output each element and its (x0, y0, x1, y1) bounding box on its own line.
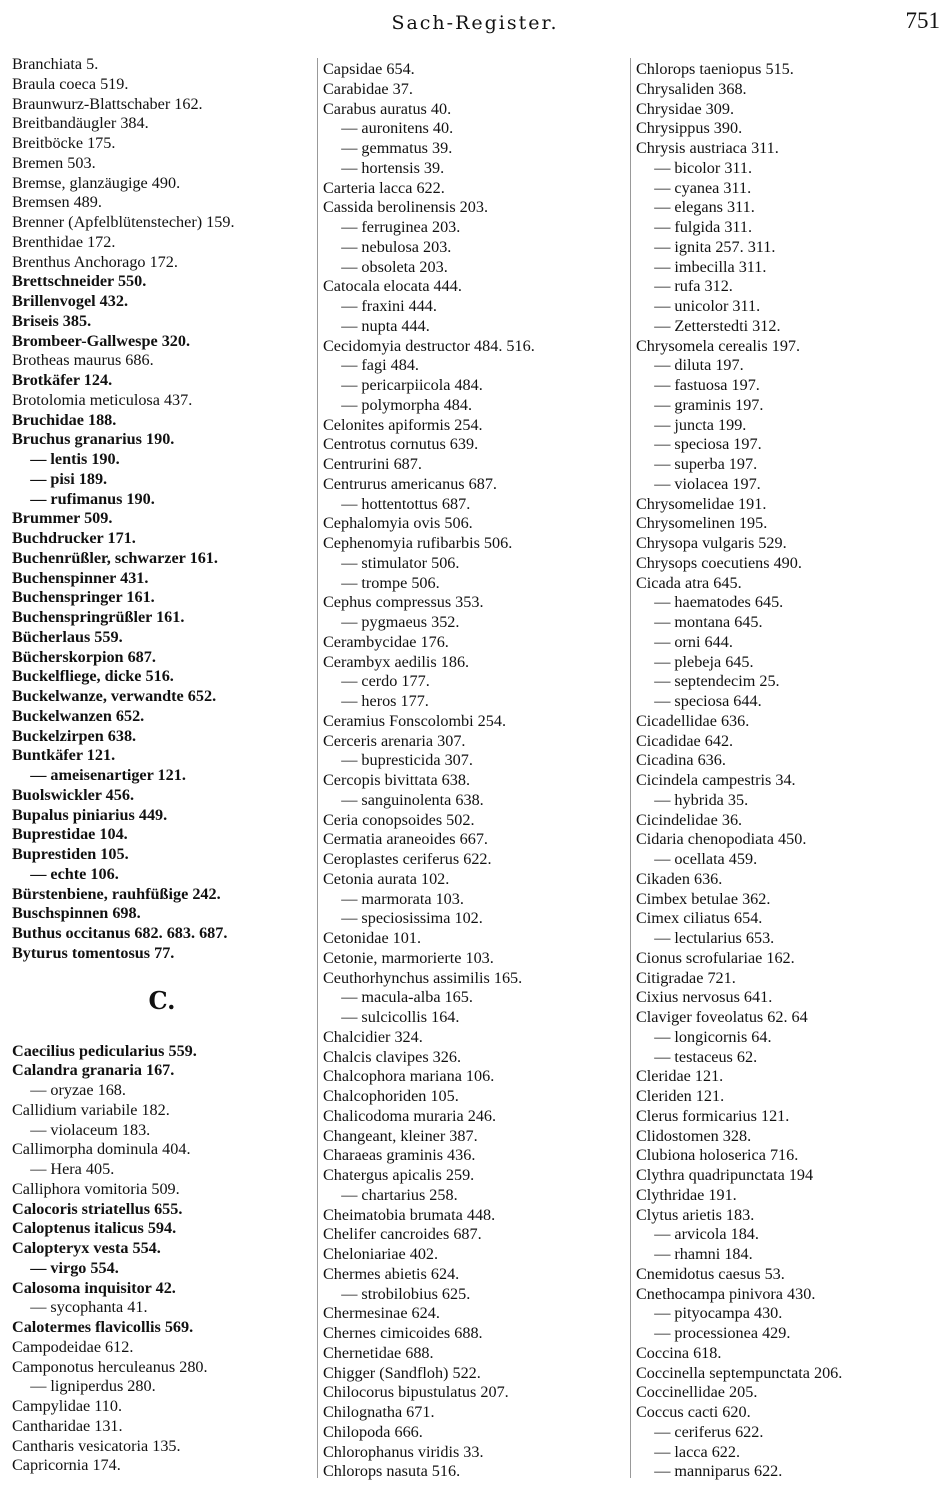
index-entry: Cerceris arenaria 307. (323, 731, 466, 750)
index-entry: Cetonia aurata 102. (323, 869, 450, 888)
index-entry: — pygmaeus 352. (325, 613, 460, 631)
column-divider (317, 58, 318, 1478)
index-entry: — processionea 429. (638, 1324, 791, 1342)
index-entry: — orni 644. (638, 632, 733, 651)
index-entry: — manniparus 622. (638, 1462, 783, 1481)
index-entry: — diluta 197. (638, 356, 744, 375)
index-entry: Bücherlaus 559. (12, 627, 123, 646)
index-entry: Clidostomen 328. (636, 1126, 752, 1145)
index-entry: Cercopis bivittata 638. (323, 771, 471, 789)
index-entry: Chelifer cancroides 687. (323, 1225, 482, 1244)
index-entry: Ceroplastes ceriferus 622. (323, 850, 492, 868)
index-entry: Cerambycidae 176. (323, 632, 449, 651)
index-entry: Coccina 618. (636, 1343, 722, 1362)
index-entry: Cicindela campestris 34. (636, 771, 796, 789)
index-entry: Chrysaliden 368. (636, 79, 747, 98)
running-head: Sach-Register. (391, 12, 559, 34)
index-entry: Calliphora vomitoria 509. (12, 1179, 180, 1198)
index-entry: — oryzae 168. (14, 1081, 126, 1099)
index-entry: Camponotus herculeanus 280. (12, 1357, 208, 1376)
index-entry: — bupresticida 307. (325, 751, 473, 770)
index-entry: Bupalus piniarius 449. (12, 805, 168, 824)
index-entry: — superba 197. (638, 455, 758, 473)
index-entry: Buolswickler 456. (12, 785, 135, 804)
index-entry: Capricornia 174. (12, 1456, 121, 1475)
index-entry: Buchenspringrüßler 161. (12, 608, 185, 626)
index-entry: Cleriden 121. (636, 1087, 725, 1105)
index-entry: Calandra granaria 167. (12, 1061, 175, 1080)
index-entry: Clythra quadripunctata 194 (636, 1166, 814, 1184)
index-entry: — fagi 484. (325, 356, 419, 375)
index-entry: Callimorpha dominula 404. (12, 1140, 191, 1159)
index-entry: — rufa 312. (638, 277, 733, 296)
index-entry: Cermatia araneoides 667. (323, 830, 488, 849)
index-entry: Bücherskorpion 687. (12, 647, 156, 666)
index-entry: — haematodes 645. (638, 593, 784, 612)
index-entry: — ligniperdus 280. (14, 1377, 156, 1396)
index-entry: Chalcidier 324. (323, 1027, 423, 1046)
index-entry: Brenthidae 172. (12, 232, 116, 251)
index-column-1 (12, 55, 312, 1476)
index-entry: Buckelwanzen 652. (12, 706, 145, 725)
index-entry: Cassida berolinensis 203. (323, 198, 489, 217)
index-entry: — speciosissima 102. (325, 909, 483, 928)
index-entry: — virgo 554. (14, 1258, 119, 1277)
index-entry: Brillenvogel 432. (12, 292, 128, 310)
index-entry: Centrotus cornutus 639. (323, 435, 479, 454)
index-entry: Clubiona holoserica 716. (636, 1146, 799, 1165)
index-entry: Cicadidae 642. (636, 731, 734, 750)
index-entry: — macula-alba 165. (325, 988, 473, 1007)
index-entry: Cidaria chenopodiata 450. (636, 830, 807, 849)
index-entry: — speciosa 197. (638, 435, 762, 454)
index-entry: — pityocampa 430. (638, 1304, 783, 1323)
index-entry: — septendecim 25. (638, 672, 780, 691)
index-entry: Bruchidae 188. (12, 410, 117, 429)
index-entry: — hortensis 39. (325, 158, 445, 177)
index-entry: — Zetterstedti 312. (638, 316, 781, 335)
index-entry: Cecidomyia destructor 484. 516. (323, 336, 535, 355)
index-entry: Cantharidae 131. (12, 1416, 123, 1435)
index-entry: Carabidae 37. (323, 79, 413, 98)
index-entry: Calosoma inquisitor 42. (12, 1278, 176, 1297)
index-entry: — obsoleta 203. (325, 257, 448, 276)
index-entry: Chilocorus bipustulatus 207. (323, 1383, 509, 1402)
index-entry: Calocoris striatellus 655. (12, 1199, 183, 1218)
index-entry: — graminis 197. (638, 395, 764, 414)
index-entry: Cantharis vesicatoria 135. (12, 1436, 181, 1455)
index-list-c (12, 1042, 312, 1477)
index-entry: Celonites apiformis 254. (323, 415, 483, 434)
index-entry: — rufimanus 190. (14, 489, 155, 508)
index-entry: Cimbex betulae 362. (636, 889, 771, 908)
index-entry: — hybrida 35. (638, 790, 749, 809)
index-entry: Chrysops coecutiens 490. (636, 553, 802, 572)
index-entry: Braula coeca 519. (12, 74, 129, 93)
index-entry: — fraxini 444. (325, 297, 437, 315)
index-entry: Cionus scrofulariae 162. (636, 948, 795, 967)
index-entry: Cheimatobia brumata 448. (323, 1205, 496, 1224)
index-entry: Cetonie, marmorierte 103. (323, 948, 494, 967)
index-entry: — bicolor 311. (638, 158, 753, 177)
index-entry: Chlorophanus viridis 33. (323, 1442, 484, 1461)
index-entry: Bruchus granarius 190. (12, 430, 175, 449)
index-entry: Buthus occitanus 682. 683. 687. (12, 924, 228, 942)
index-entry: — Hera 405. (14, 1160, 115, 1178)
index-entry: Buchenspinner 431. (12, 568, 149, 587)
index-entry: — hottentottus 687. (325, 494, 471, 513)
index-entry: Charaeas graminis 436. (323, 1146, 476, 1165)
index-entry: — testaceus 62. (638, 1047, 758, 1066)
index-entry: — sanguinolenta 638. (325, 790, 484, 809)
index-entry: Buchenspringer 161. (12, 588, 155, 607)
index-entry: Buckelfliege, dicke 516. (12, 667, 174, 686)
index-entry: Bremse, glanzäugige 490. (12, 173, 181, 192)
index-entry: Clythridae 191. (636, 1185, 737, 1204)
index-entry: — chartarius 258. (325, 1185, 458, 1204)
index-entry: Byturus tomentosus 77. (12, 943, 175, 962)
index-entry: — imbecilla 311. (638, 257, 767, 276)
index-entry: Chlorops nasuta 516. (323, 1462, 461, 1481)
index-entry: — fulgida 311. (638, 218, 753, 236)
index-entry: Buchenrüßler, schwarzer 161. (12, 548, 218, 567)
index-entry: — gemmatus 39. (325, 139, 453, 157)
index-entry: Coccus cacti 620. (636, 1403, 751, 1421)
index-entry: — rhamni 184. (638, 1245, 753, 1263)
index-entry: Cheloniariae 402. (323, 1245, 439, 1263)
index-entry: — trompe 506. (325, 573, 440, 592)
section-letter-c: C. (148, 985, 176, 1015)
index-entry: — strobilobius 625. (325, 1284, 471, 1303)
index-entry: — ameisenartiger 121. (14, 766, 186, 784)
index-entry: Bremen 503. (12, 153, 96, 172)
index-entry: Centrurini 687. (323, 455, 422, 473)
index-entry: Chrysomelidae 191. (636, 494, 767, 513)
index-entry: — lacca 622. (638, 1442, 741, 1461)
index-column-2 (323, 60, 623, 1482)
index-entry: — plebeja 645. (638, 652, 754, 671)
index-entry: Buntkäfer 121. (12, 746, 116, 765)
index-entry: — sycophanta 41. (14, 1298, 148, 1317)
index-entry: Brenthus Anchorago 172. (12, 252, 178, 271)
index-entry: Cephalomyia ovis 506. (323, 514, 473, 533)
index-entry: Ceria conopsoides 502. (323, 810, 475, 829)
index-entry: Cicada atra 645. (636, 573, 742, 592)
index-entry: Claviger foveolatus 62. 64 (636, 1008, 808, 1026)
index-entry: Campodeidae 612. (12, 1337, 134, 1356)
index-column-3 (636, 60, 946, 1482)
index-entry: — sulcicollis 164. (325, 1008, 460, 1026)
index-entry: — juncta 199. (638, 415, 747, 434)
index-entry: Chigger (Sandfloh) 522. (323, 1363, 481, 1382)
index-entry: Chermes abietis 624. (323, 1264, 460, 1283)
index-entry: Bürstenbiene, rauhfüßige 242. (12, 884, 221, 903)
index-entry: Chalcis clavipes 326. (323, 1047, 462, 1066)
index-entry: Chrysidae 309. (636, 99, 735, 118)
index-entry: Cleridae 121. (636, 1067, 724, 1086)
index-entry: Changeant, kleiner 387. (323, 1126, 478, 1145)
index-entry: Bremsen 489. (12, 193, 102, 212)
index-entry: Cimex ciliatus 654. (636, 909, 763, 928)
index-entry: Brenner (Apfelblütenstecher) 159. (12, 213, 235, 231)
index-entry: Chatergus apicalis 259. (323, 1166, 475, 1184)
index-entry: — arvicola 184. (638, 1225, 759, 1244)
index-entry: Cicadina 636. (636, 751, 726, 770)
index-entry: Chilopoda 666. (323, 1422, 423, 1441)
index-entry: Chalcophoriden 105. (323, 1087, 459, 1105)
index-entry: Buprestidae 104. (12, 825, 128, 844)
index-entry: Cikaden 636. (636, 869, 723, 888)
index-entry: Breitbandäugler 384. (12, 114, 149, 133)
index-entry: — violacea 197. (638, 474, 761, 493)
index-entry: — ignita 257. 311. (638, 237, 776, 256)
index-entry: — lentis 190. (14, 450, 120, 468)
index-entry: — ocellata 459. (638, 850, 758, 868)
index-entry: — cerdo 177. (325, 672, 430, 691)
index-entry: Buchdrucker 171. (12, 529, 136, 547)
index-entry: Brummer 509. (12, 509, 113, 528)
index-entry: — fastuosa 197. (638, 376, 760, 394)
index-entry: — cyanea 311. (638, 178, 752, 197)
index-entry: Chermesinae 624. (323, 1304, 440, 1323)
index-entry: Buprestiden 105. (12, 845, 129, 863)
index-entry: — montana 645. (638, 613, 763, 631)
index-entry: Cixius nervosus 641. (636, 988, 773, 1007)
index-entry: — pisi 189. (14, 469, 108, 488)
index-entry: — nupta 444. (325, 316, 430, 335)
index-entry: Chernes cimicoides 688. (323, 1324, 483, 1342)
index-entry: — heros 177. (325, 692, 429, 710)
index-entry: Brettschneider 550. (12, 272, 147, 291)
page-number: 751 (905, 8, 940, 33)
index-entry: — stimulator 506. (325, 553, 460, 572)
index-entry: Centrurus americanus 687. (323, 474, 497, 493)
index-entry: Carabus auratus 40. (323, 99, 452, 118)
index-entry: Buckelzirpen 638. (12, 726, 137, 745)
index-entry: — ferruginea 203. (325, 218, 461, 236)
index-entry: — nebulosa 203. (325, 237, 452, 256)
index-entry: Citigradae 721. (636, 968, 736, 987)
index-entry: — lectularius 653. (638, 929, 775, 947)
index-entry: — auronitens 40. (325, 119, 454, 138)
index-entry: Braunwurz-Blattschaber 162. (12, 94, 203, 113)
index-entry: Chalcophora mariana 106. (323, 1067, 495, 1086)
index-entry: Chilognatha 671. (323, 1403, 435, 1421)
index-entry: Brotkäfer 124. (12, 371, 113, 389)
index-entry: Chlorops taeniopus 515. (636, 60, 794, 78)
index-entry: — marmorata 103. (325, 889, 464, 908)
index-entry: Ceramius Fonscolombi 254. (323, 711, 507, 730)
index-entry: Chrysomela cerealis 197. (636, 336, 801, 355)
index-entry: Cnemidotus caesus 53. (636, 1264, 785, 1283)
index-entry: Cephus compressus 353. (323, 593, 484, 612)
index-entry: Clerus formicarius 121. (636, 1106, 790, 1125)
index-entry: Cnethocampa pinivora 430. (636, 1284, 816, 1303)
index-entry: Buschspinnen 698. (12, 904, 141, 923)
index-entry: Chernetidae 688. (323, 1343, 434, 1362)
index-entry: Calotermes flavicollis 569. (12, 1318, 194, 1336)
index-entry: Branchiata 5. (12, 55, 99, 73)
index-entry: — elegans 311. (638, 198, 755, 217)
index-entry: — speciosa 644. (638, 692, 762, 710)
index-entry: Catocala elocata 444. (323, 277, 462, 296)
index-entry: — violaceum 183. (14, 1120, 151, 1139)
index-entry: Chrysippus 390. (636, 119, 743, 138)
index-entry: Cicindelidae 36. (636, 810, 743, 829)
index-entry: Campylidae 110. (12, 1397, 122, 1415)
index-entry: Cerambyx aedilis 186. (323, 652, 470, 671)
index-entry: Caecilius pedicularius 559. (12, 1041, 197, 1060)
index-entry: Chrysis austriaca 311. (636, 139, 779, 157)
index-entry: — ceriferus 622. (638, 1422, 764, 1441)
index-entry: Capsidae 654. (323, 60, 415, 78)
index-entry: Callidium variabile 182. (12, 1100, 170, 1119)
index-entry: Chalicodoma muraria 246. (323, 1106, 497, 1125)
index-entry: Coccinella septempunctata 206. (636, 1363, 843, 1382)
index-entry: Cicadellidae 636. (636, 711, 750, 730)
index-entry: Carteria lacca 622. (323, 178, 445, 197)
index-entry: — pericarpiicola 484. (325, 376, 483, 394)
index-entry: Cetonidae 101. (323, 929, 422, 947)
index-entry: Ceuthorhynchus assimilis 165. (323, 968, 523, 987)
index-entry: — echte 106. (14, 864, 119, 883)
index-entry: — polymorpha 484. (325, 395, 473, 414)
index-entry: Coccinellidae 205. (636, 1383, 758, 1402)
column-divider (630, 58, 631, 1478)
index-entry: Breitböcke 175. (12, 134, 116, 152)
index-entry: Chrysopa vulgaris 529. (636, 534, 787, 552)
section-heading-wrap (12, 964, 312, 1042)
index-entry: Chrysomelinen 195. (636, 514, 768, 533)
index-entry: Cephenomyia rufibarbis 506. (323, 534, 513, 552)
index-entry: Brotolomia meticulosa 437. (12, 390, 193, 409)
index-entry: Brombeer-Gallwespe 320. (12, 331, 191, 350)
index-entry: Buckelwanze, verwandte 652. (12, 687, 217, 705)
index-entry: Caloptenus italicus 594. (12, 1219, 177, 1238)
index-list-b (12, 55, 312, 964)
index-entry: Calopteryx vesta 554. (12, 1239, 161, 1257)
index-entry: Clytus arietis 183. (636, 1205, 755, 1224)
index-entry: Briseis 385. (12, 311, 92, 330)
index-entry: — unicolor 311. (638, 297, 761, 315)
page-header (0, 6, 950, 40)
index-entry: — longicornis 64. (638, 1027, 772, 1046)
index-entry: Brotheas maurus 686. (12, 351, 154, 370)
